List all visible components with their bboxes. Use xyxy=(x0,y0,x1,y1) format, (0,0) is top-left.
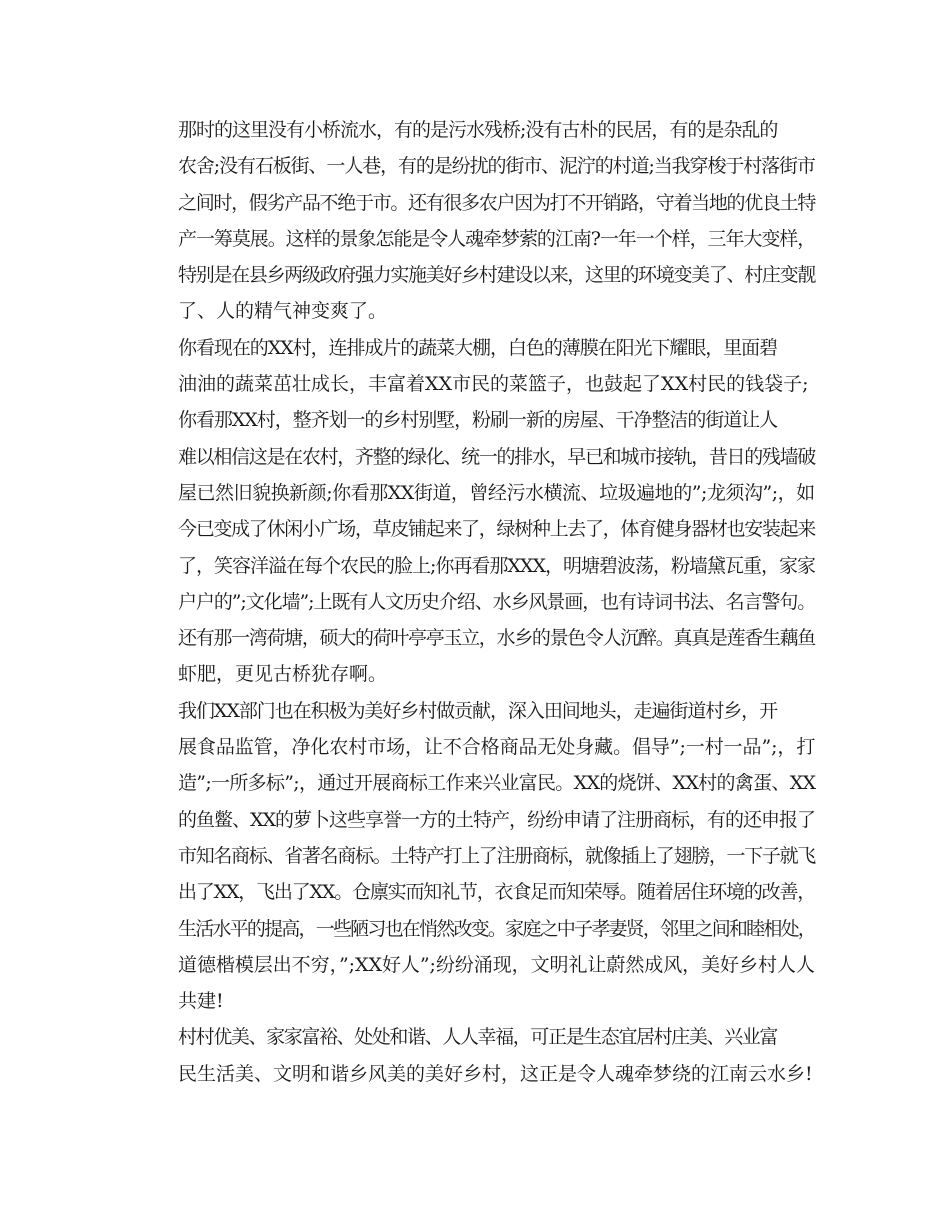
text-line: 虾肥，更见古桥犹存啊。 xyxy=(178,663,388,686)
text-line: 难以相信这是在农村，齐整的绿化、统一的排水，早已和城市接轨，昔日的残墙破 xyxy=(178,445,816,468)
text-line: 我们XX部门也在积极为美好乡村做贡献，深入田间地头，走遍街道村乡，开 xyxy=(178,699,778,722)
text-line: 了，笑容洋溢在每个农民的脸上;你再看那XXX，明塘碧波荡，粉墙黛瓦重，家家 xyxy=(178,554,815,577)
text-line: 共建! xyxy=(178,990,224,1013)
text-line: 油油的蔬菜茁壮成长，丰富着XX市民的菜篮子，也鼓起了XX村民的钱袋子; xyxy=(178,373,809,396)
text-line: 产一筹莫展。这样的景象怎能是令人魂牵梦萦的江南?一年一个样，三年大变样， xyxy=(178,227,816,250)
text-line: 造”;一所多标”;，通过开展商标工作来兴业富民。XX的烧饼、XX村的禽蛋、XX xyxy=(178,772,816,795)
paragraph-1 xyxy=(140,112,815,330)
text-line: 屋已然旧貌换新颜;你看那XX街道，曾经污水横流、垃圾遍地的”;龙须沟”;，如 xyxy=(178,481,815,504)
text-line: 今已变成了休闲小广场，草皮铺起来了，绿树种上去了，体育健身器材也安装起来 xyxy=(178,518,816,541)
text-line: 出了XX，飞出了XX。仓廪实而知礼节，衣食足而知荣辱。随着居住环境的改善， xyxy=(178,881,816,904)
paragraph-4 xyxy=(140,693,815,1020)
text-line: 市知名商标、省著名商标。土特产打上了注册商标，就像插上了翅膀，一下子就飞 xyxy=(178,844,816,867)
paragraph-2 xyxy=(140,330,815,403)
paragraph-5 xyxy=(140,1019,815,1092)
text-line: 那时的这里没有小桥流水，有的是污水残桥;没有古朴的民居，有的是杂乱的 xyxy=(178,119,778,141)
text-line: 还有那一湾荷塘，硕大的荷叶亭亭玉立，水乡的景色令人沉醉。真真是莲香生藕鱼 xyxy=(178,627,816,650)
text-line: 你看那XX村，整齐划一的乡村别墅，粉刷一新的房屋、干净整洁的街道让人 xyxy=(178,409,778,432)
text-line: 之间时，假劣产品不绝于市。还有很多农户因为打不开销路，守着当地的优良土特 xyxy=(178,191,816,214)
text-line: 展食品监管，净化农村市场，让不合格商品无处身藏。倡导”;一村一品”;，打 xyxy=(178,736,816,759)
text-line: 的鱼鳖、XX的萝卜这些享誉一方的土特产，纷纷申请了注册商标，有的还申报了 xyxy=(178,808,816,831)
text-line: 你看现在的XX村，连排成片的蔬菜大棚，白色的薄膜在阳光下耀眼，里面碧 xyxy=(178,336,778,359)
text-line: 户户的”;文化墙”;上既有人文历史介绍、水乡风景画，也有诗词书法、名言警句。 xyxy=(178,590,816,613)
text-line: 了、人的精气神变爽了。 xyxy=(178,300,388,323)
text-line: 村村优美、家家富裕、处处和谐、人人幸福，可正是生态宜居村庄美、兴业富 xyxy=(178,1026,778,1049)
text-line: 特别是在县乡两级政府强力实施美好乡村建设以来，这里的环境变美了、村庄变靓 xyxy=(178,264,816,287)
document-page xyxy=(140,112,815,1092)
paragraph-3 xyxy=(140,402,815,692)
text-line: 农舍;没有石板街、一人巷，有的是纷扰的街市、泥泞的村道;当我穿梭于村落街市 xyxy=(178,155,815,178)
text-line: 道德楷模层出不穷，”;XX好人”;纷纷涌现，文明礼让蔚然成风，美好乡村人人 xyxy=(178,953,815,976)
text-line: 民生活美、文明和谐乡风美的美好乡村，这正是令人魂牵梦绕的江南云水乡! xyxy=(178,1062,813,1085)
text-line: 生活水平的提高，一些陋习也在悄然改变。家庭之中子孝妻贤，邻里之间和睦相处， xyxy=(178,917,816,940)
